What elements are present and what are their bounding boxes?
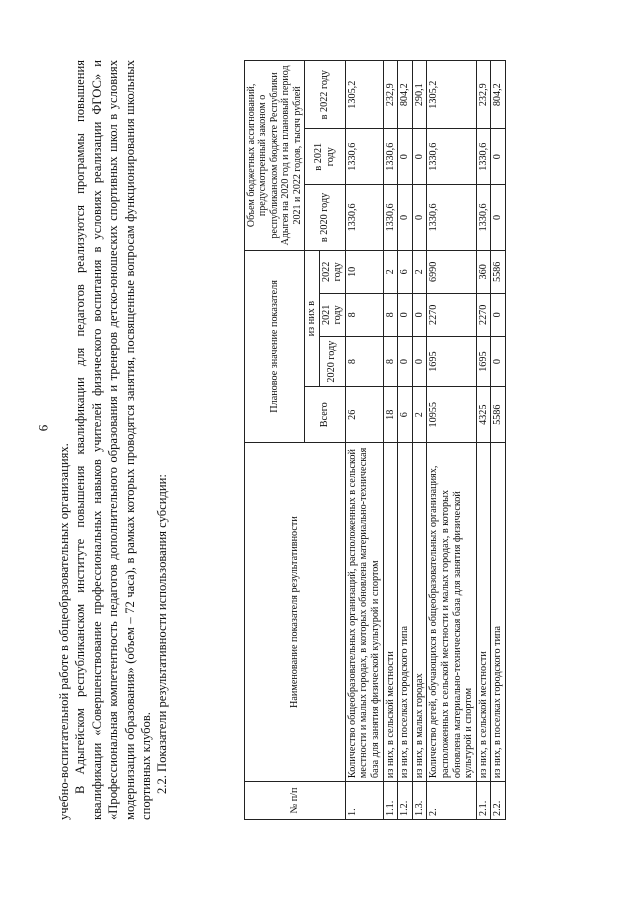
- cell-p2020: 0: [398, 336, 413, 387]
- paragraph-2: В Адыгейском республиканском институте повышения квалификации для педагогов реализуются программы повышения квалификации «Совершенствование профессиональных навыков учителей физического воспитания в условиях реализации ФГОС» и «Профессиональная компетентность педагогов дополнительного образования и тренеров детско-юношеских спортивных школ в условиях модернизации образования» (объем – 72 часа), в рамках которых проводятся занятия, посвященные вопросам функционирования школьных спортивных клубов.: [73, 60, 154, 820]
- col-header-y2021: 2021 году: [319, 293, 345, 336]
- cell-b2020: 1330,6: [345, 185, 383, 251]
- cell-b2022: 290,1: [412, 61, 427, 129]
- cell-p2021: 2270: [476, 293, 491, 336]
- cell-b2022: 1305,2: [427, 61, 476, 129]
- cell-b2021: 1330,6: [476, 129, 491, 185]
- cell-p2022: 2: [383, 250, 398, 293]
- cell-p2020: 0: [491, 336, 506, 387]
- cell-p2021: 0: [491, 293, 506, 336]
- cell-b2020: 1330,6: [427, 185, 476, 251]
- cell-name: из них, в поселках городского типа: [491, 443, 506, 782]
- cell-b2020: 0: [398, 185, 413, 251]
- cell-p2021: 2270: [427, 293, 476, 336]
- cell-b2021: 1330,6: [345, 129, 383, 185]
- col-header-name: Наименование показателя результативности: [245, 443, 346, 782]
- col-header-y2020: 2020 году: [319, 336, 345, 387]
- cell-b2022: 804,2: [491, 61, 506, 129]
- col-header-budget: Объем бюджетных ассигнований, предусмотренный законом о республиканском бюджете Республики Адыгея на 2020 год и на плановый период 2021 и 2022 годов, тысяч рублей: [245, 61, 305, 251]
- cell-b2021: 1330,6: [427, 129, 476, 185]
- table-row: [345, 61, 383, 820]
- col-header-num: № п/п: [245, 782, 346, 820]
- cell-total: 18: [383, 387, 398, 443]
- cell-b2021: 1330,6: [383, 129, 398, 185]
- cell-total: 2: [412, 387, 427, 443]
- rotated-content: [56, 60, 584, 820]
- cell-p2020: 8: [345, 336, 383, 387]
- cell-b2021: 0: [491, 129, 506, 185]
- paragraph-1: учебно-воспитательной работе в общеобразовательных организациях.: [57, 443, 71, 820]
- cell-p2021: 0: [412, 293, 427, 336]
- cell-b2021: 0: [412, 129, 427, 185]
- cell-name: из них, в малых городах: [412, 443, 427, 782]
- cell-b2020: 0: [491, 185, 506, 251]
- cell-num: 1.2.: [398, 782, 413, 820]
- cell-num: 1.1.: [383, 782, 398, 820]
- cell-b2022: 804,2: [398, 61, 413, 129]
- cell-p2021: 8: [345, 293, 383, 336]
- cell-b2022: 1305,2: [345, 61, 383, 129]
- col-header-plan: Плановое значение показателя: [245, 250, 305, 442]
- table-row: [476, 61, 491, 820]
- table-row: [412, 61, 427, 820]
- cell-num: 2.: [427, 782, 476, 820]
- table-row: [398, 61, 413, 820]
- col-header-b2021: в 2021 году: [305, 129, 346, 185]
- cell-p2020: 0: [412, 336, 427, 387]
- table-body: [345, 61, 505, 820]
- col-header-total: Всего: [305, 387, 346, 443]
- cell-p2021: 8: [383, 293, 398, 336]
- col-header-b2020: в 2020 году: [305, 185, 346, 251]
- cell-name: из них, в сельской местности: [476, 443, 491, 782]
- cell-p2020: 8: [383, 336, 398, 387]
- col-header-b2022: в 2022 году: [305, 61, 346, 129]
- cell-p2020: 1695: [427, 336, 476, 387]
- cell-num: 2.2.: [491, 782, 506, 820]
- cell-b2020: 1330,6: [476, 185, 491, 251]
- cell-p2020: 1695: [476, 336, 491, 387]
- cell-num: 1.: [345, 782, 383, 820]
- cell-total: 4325: [476, 387, 491, 443]
- cell-p2022: 360: [476, 250, 491, 293]
- cell-name: Количество общеобразовательных организаций, расположенных в сельской местности и малых городах, в которых обновлена материально-техническая база для занятия физической культурой и спортом: [345, 443, 383, 782]
- cell-num: 2.1.: [476, 782, 491, 820]
- page-number: 9: [36, 424, 51, 432]
- cell-p2021: 0: [398, 293, 413, 336]
- cell-p2022: 2: [412, 250, 427, 293]
- section-heading: 2.2. Показатели результативности использования субсидии:: [155, 474, 170, 794]
- col-header-of-which: из них в: [305, 250, 320, 387]
- cell-p2022: 6: [398, 250, 413, 293]
- cell-b2021: 0: [398, 129, 413, 185]
- cell-b2022: 232,9: [383, 61, 398, 129]
- cell-total: 10955: [427, 387, 476, 443]
- table-row: [491, 61, 506, 820]
- cell-b2022: 232,9: [476, 61, 491, 129]
- cell-total: 26: [345, 387, 383, 443]
- cell-b2020: 0: [412, 185, 427, 251]
- table-row: [427, 61, 476, 820]
- cell-total: 5586: [491, 387, 506, 443]
- col-header-y2022: 2022 году: [319, 250, 345, 293]
- cell-b2020: 1330,6: [383, 185, 398, 251]
- cell-p2022: 6990: [427, 250, 476, 293]
- cell-num: 1.3.: [412, 782, 427, 820]
- cell-name: из них, в поселках городского типа: [398, 443, 413, 782]
- table-row: [383, 61, 398, 820]
- cell-p2022: 5586: [491, 250, 506, 293]
- cell-p2022: 10: [345, 250, 383, 293]
- cell-name: из них, в сельской местности: [383, 443, 398, 782]
- cell-total: 6: [398, 387, 413, 443]
- cell-name: Количество детей, обучающихся в общеобразовательных организациях, расположенных в сельской местности и малых городах, в которых обновлена материально-техническая база для занятия физической культурой и спортом: [427, 443, 476, 782]
- indicators-table: [244, 60, 506, 820]
